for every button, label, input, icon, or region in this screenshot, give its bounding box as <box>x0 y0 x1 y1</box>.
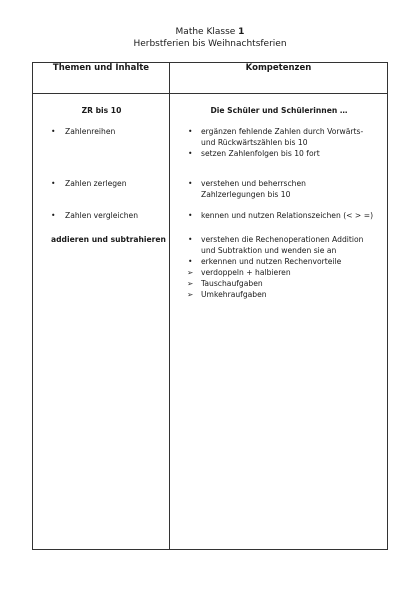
competency-item: ergänzen fehlende Zahlen durch Vorwärts- <box>201 127 364 136</box>
bullet-icon: • <box>188 235 193 244</box>
sub-item: verdoppeln + halbieren <box>201 268 291 277</box>
competency-item-cont: Zahlzerlegungen bis 10 <box>201 190 291 199</box>
document-title: Mathe Klasse 1 <box>175 27 245 37</box>
sub-item: Tauschaufgaben <box>201 279 263 288</box>
topics-cell <box>33 94 170 550</box>
bullet-icon: • <box>51 211 56 220</box>
document-subtitle: Herbstferien bis Weihnachtsferien <box>133 39 287 49</box>
bullet-icon: • <box>51 179 56 188</box>
section-title-add-sub: addieren und subtrahieren <box>51 235 166 244</box>
competency-item-cont: und Rückwärtszählen bis 10 <box>201 138 308 147</box>
competency-item-cont: und Subtraktion und wenden sie an <box>201 246 337 255</box>
curriculum-table <box>32 62 388 550</box>
section-title-students: Die Schüler und Schülerinnen … <box>210 106 348 115</box>
column-header-competencies: Kompetenzen <box>170 63 388 94</box>
bullet-icon: • <box>188 127 193 136</box>
competency-item: verstehen und beherrschen <box>201 179 306 188</box>
sub-item: Umkehraufgaben <box>201 290 267 299</box>
bullet-icon: • <box>188 211 193 220</box>
section-title-zr10: ZR bis 10 <box>81 106 122 115</box>
competencies-cell <box>170 94 388 550</box>
document-header <box>0 26 420 50</box>
bullet-icon: • <box>188 149 193 158</box>
bullet-icon: • <box>188 257 193 266</box>
topic-item: Zahlen vergleichen <box>65 211 139 220</box>
arrow-bullet-icon: ➢ <box>187 290 194 299</box>
competency-item: erkennen und nutzen Rechenvorteile <box>201 257 342 266</box>
topic-item: Zahlen zerlegen <box>65 179 127 188</box>
competency-item: setzen Zahlenfolgen bis 10 fort <box>201 149 320 158</box>
bullet-icon: • <box>188 179 193 188</box>
arrow-bullet-icon: ➢ <box>187 268 194 277</box>
competency-item: kennen und nutzen Relationszeichen (< > =) <box>201 211 374 220</box>
column-header-topics: Themen und Inhalte <box>33 63 170 94</box>
topic-item: Zahlenreihen <box>65 127 116 136</box>
arrow-bullet-icon: ➢ <box>187 279 194 288</box>
competency-item: verstehen die Rechenoperationen Addition <box>201 235 364 244</box>
bullet-icon: • <box>51 127 56 136</box>
